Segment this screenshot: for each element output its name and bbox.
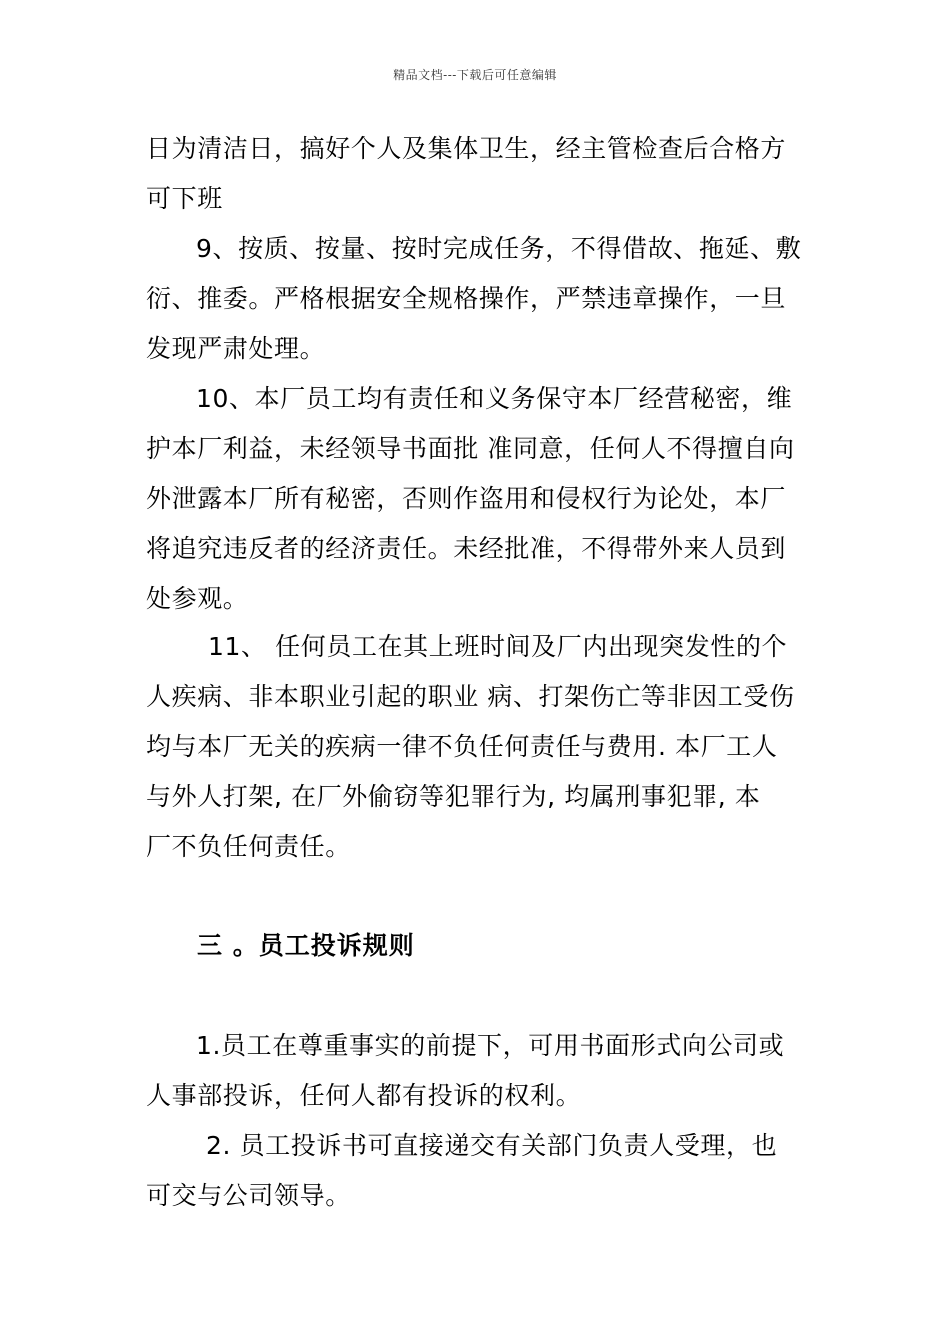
item-11-line: 11、 任何员工在其上班时间及厂内出现突发性的个 — [208, 632, 788, 661]
section-heading: 三 。员工投诉规则 — [197, 931, 415, 960]
paragraph-line: 与外人打架, 在厂外偷窃等犯罪行为, 均属刑事犯罪, 本 — [146, 782, 761, 811]
paragraph-line: 人疾病、非本职业引起的职业 病、打架伤亡等非因工受伤 — [146, 682, 795, 711]
paragraph-line: 衍、推委。严格根据安全规格操作，严禁违章操作，一旦 — [146, 284, 787, 313]
paragraph-line: 可下班 — [146, 184, 223, 213]
paragraph-line: 将追究违反者的经济责任。未经批准，不得带外来人员到 — [146, 534, 787, 563]
paragraph-line: 处参观。 — [146, 584, 249, 613]
paragraph-line: 厂不负任何责任。 — [146, 832, 351, 861]
paragraph-line: 人事部投诉，任何人都有投诉的权利。 — [146, 1081, 582, 1110]
item-10-line: 10、本厂员工均有责任和义务保守本厂经营秘密，维 — [196, 384, 793, 413]
page-header-watermark: 精品文档---下载后可任意编辑 — [393, 68, 557, 82]
rule-1-line: 1.员工在尊重事实的前提下，可用书面形式向公司或 — [196, 1031, 785, 1060]
rule-2-line: 2. 员工投诉书可直接递交有关部门负责人受理，也 — [206, 1131, 778, 1160]
paragraph-line: 护本厂利益，未经领导书面批 准同意，任何人不得擅自向 — [146, 434, 795, 463]
paragraph-line: 外泄露本厂所有秘密，否则作盗用和侵权行为论处，本厂 — [146, 484, 787, 513]
paragraph-line: 日为清洁日，搞好个人及集体卫生，经主管检查后合格方 — [146, 134, 787, 163]
paragraph-line: 发现严肃处理。 — [146, 334, 326, 363]
paragraph-line: 均与本厂无关的疾病一律不负任何责任与费用. 本厂工人 — [146, 732, 778, 761]
paragraph-line: 可交与公司领导。 — [146, 1181, 351, 1210]
item-9-line: 9、按质、按量、按时完成任务，不得借故、拖延、敷 — [196, 234, 802, 263]
